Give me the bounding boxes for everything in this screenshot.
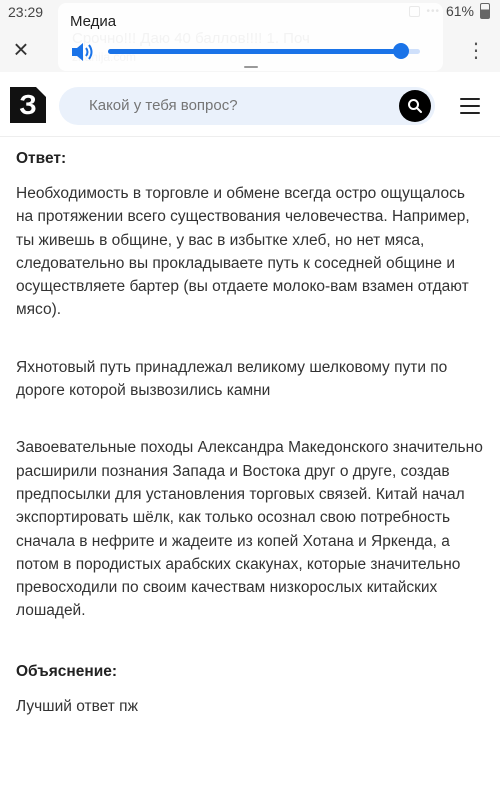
answer-paragraph: Яхнотовый путь принадлежал великому шелковому пути по дороге которой вызвозились камни — [16, 358, 448, 400]
answer-content — [16, 150, 486, 718]
volume-slider-fill — [108, 49, 401, 54]
answer-paragraph: Необходимость в торговле и обмене всегда остро ощущалось на протяжении всего существования человечества. Например, ты живешь в общине, у вас в избытке хлеб, но нет мяса, следовательно вы прокладываете путь к соседней общине и осуществляете бартер (вы отдаете молоко-вам взамен отдают мясо). — [16, 185, 470, 319]
answer-paragraph: Завоевательные походы Александра Македонского значительно расширили познания Запада и Востока друг о друге, создав предпосылки для установления торговых связей. Китай начал экспортировать шёлк, как только осознал свою потребность сначала в нефрите и жадеите из копей Хотана и Яркенда, а потом в породистых арабских скакунах, которые значительно превосходили по своим качествам низкорослых китайских лошадей. — [16, 439, 483, 620]
search-button[interactable] — [399, 90, 431, 122]
explanation-text: Лучший ответ пж — [16, 697, 138, 715]
close-icon[interactable]: × — [13, 34, 29, 64]
znanija-logo[interactable] — [10, 87, 46, 123]
site-header — [0, 72, 500, 137]
volume-slider-thumb[interactable] — [393, 43, 409, 59]
battery-percent: 61% — [445, 3, 474, 19]
search-bar[interactable] — [59, 87, 435, 125]
answer-heading: Ответ: — [16, 150, 67, 167]
media-volume-panel — [58, 3, 443, 71]
search-icon — [407, 98, 423, 114]
search-input[interactable] — [87, 96, 391, 115]
volume-icon[interactable] — [70, 41, 96, 63]
media-label: Медиа — [70, 13, 117, 30]
hamburger-menu-icon[interactable] — [460, 98, 480, 114]
status-time: 23:29 — [8, 4, 44, 20]
explanation-heading: Объяснение: — [16, 662, 118, 680]
battery-icon — [480, 3, 490, 19]
panel-drag-handle[interactable] — [244, 66, 258, 68]
more-vert-icon[interactable]: ⋮ — [466, 40, 486, 62]
logo-text: З — [19, 89, 37, 120]
volume-slider[interactable] — [108, 49, 420, 54]
